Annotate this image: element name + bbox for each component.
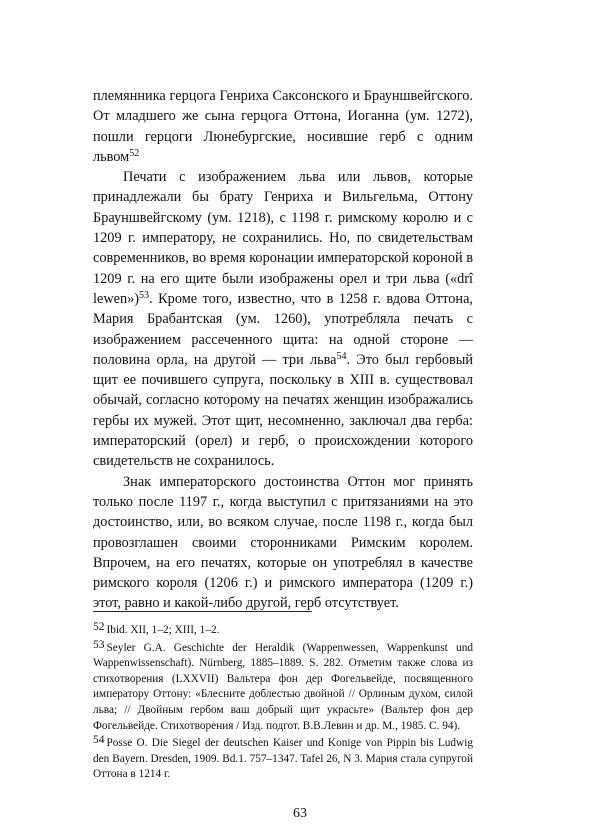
footnote-52 <box>93 623 473 639</box>
main-text <box>93 86 473 614</box>
footnote-text: Seyler G.A. Geschichte der Heraldik (Wappenwessen, Wappenkunst und Wappenwissenschaft). Nürnberg, 1885–1889. S. 282. Отметим также слова из стихотворения (LXXVII) Вальтера фон дер Фогельвейде, посвященного императору Оттону: «Блесните доблестью двойной // Орлиным духом, силой льва; // Двойным гербом ваш добрый щит украсьте» (Вальтер фон дер Фогельвейде. Стихотворения / Изд. подгот. В.В.Левин и др. М., 1985. С. 94). <box>93 641 473 732</box>
footnotes <box>93 623 473 785</box>
footnote-number: 52 <box>93 621 105 633</box>
paragraph-3: Знак императорского достоинства Оттон мог принять только после 1197 г., когда выступил с притязаниями на это достоинство, или, во всяком случае, после 1198 г., когда был провозглашен своими сторонниками Римским королем. Впрочем, на его печатях, которые он употреблял в качестве римского короля (1206 г.) и римского императора (1209 г.) этот, равно и какой-либо другой, герб отсутствует. <box>93 473 473 612</box>
footnote-ref-54[interactable]: 54 <box>336 350 347 362</box>
footnote-ref-53[interactable]: 53 <box>139 289 150 301</box>
footnote-text: Posse O. Die Siegel der deutschen Kaiser und Konige von Pippin bis Ludwig den Bayern. Dresden, 1909. Bd.1. 757–1347. Tafel 26, N 3. Мария стала супругой Оттона в 1214 г. <box>93 737 473 781</box>
paragraph-2 <box>93 167 473 471</box>
footnote-separator <box>93 611 312 612</box>
paragraph-2-text-c: . Это был гербовый щит ее почившего супруга, поскольку в XIII в. существовал обычай, согласно которому на печатях женщин изображались гербы их мужей. Этот щит, несомненно, заключал два герба: императорский (орел) и герб, о происхождении которого свидетельств не сохранилось. <box>93 351 473 470</box>
paragraph-2-text-b: . Кроме того, известно, что в 1258 г. вдова Оттона, Мария Брабантская (ум. 1260), употребляла печать с изображением рассеченного щита: на одной стороне — половина орла, на другой — три льва <box>93 290 473 368</box>
page-number: 63 <box>293 806 307 821</box>
paragraph-2-text-a: Печати с изображением льва или львов, которые принадлежали бы брату Генриха и Вильгельма, Оттону Брауншвейгскому (ум. 1218), с 1198 г. римскому королю и с 1209 г. императору, не сохранились. Но, по свидетельствам современников, во время коронации императорской короной в 1209 г. на его щите были изображены орел и три льва («drî lewen») <box>93 169 473 307</box>
footnote-number: 53 <box>93 638 105 651</box>
footnote-54 <box>93 736 473 783</box>
footnote-ref-52[interactable]: 52 <box>129 147 140 159</box>
footnote-text: Ibid. XII, 1–2; XIII, 1–2. <box>106 624 220 636</box>
paragraph-1-text: племянника герцога Генриха Саксонского и Брауншвейгского. От младшего же сына герцога Оттона, Иоганна (ум. 1272), пошли герцоги Люнебургские, носившие герб с одним львом <box>93 88 473 165</box>
footnote-53 <box>93 638 473 735</box>
paragraph-1 <box>93 86 473 167</box>
footnote-number: 54 <box>93 734 105 747</box>
